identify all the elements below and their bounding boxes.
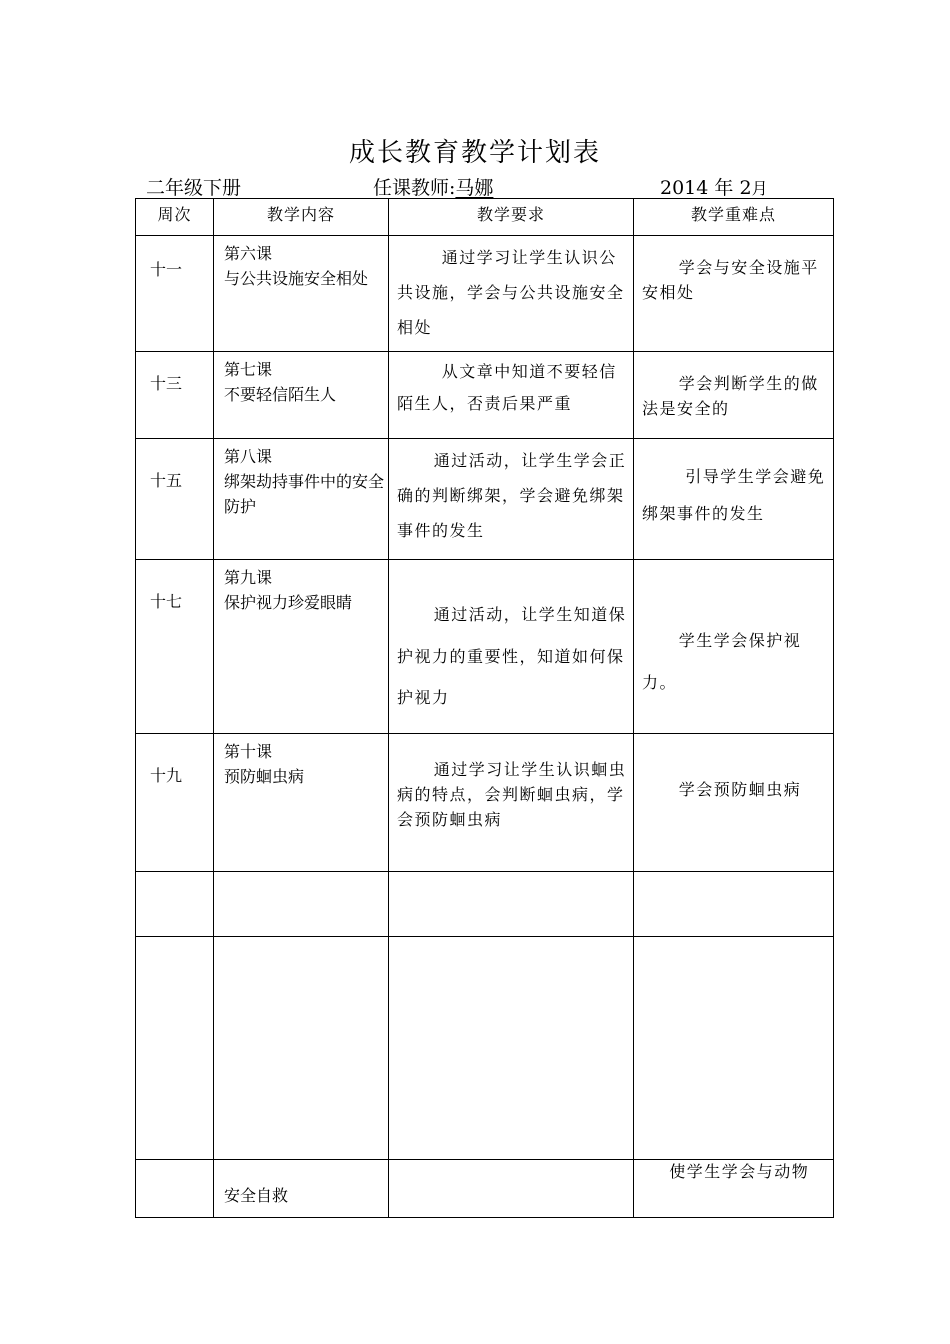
requirement-text: 通过活动，让学生知道保护视力的重要性，知道如何保护视力 [397,605,627,708]
teacher-name: 马娜 [455,177,494,199]
table-row [136,439,834,560]
key-points-cell [634,236,834,352]
table-row [136,236,834,352]
date-month: 2 [739,177,752,199]
key-points-text: 学生学会保护视力。 [642,631,802,692]
key-points-cell [634,937,834,1160]
requirement-cell [389,937,634,1160]
week-cell: 十五 [136,439,214,560]
content-cell [214,734,389,872]
table-header-row [136,199,834,236]
page-title: 成长教育教学计划表 [348,138,601,168]
content-cell [214,236,389,352]
teaching-plan-table [135,198,834,1218]
key-points-text: 学会判断学生的做法是安全的 [642,374,819,418]
lesson-number: 第七课 [224,360,273,379]
table-row [136,352,834,439]
content-cell [214,352,389,439]
lesson-number: 第六课 [224,244,273,263]
key-points-text: 引导学生学会避免绑架事件的发生 [642,467,826,523]
lesson-topic: 绑架劫持事件中的安全防护 [224,471,385,516]
key-points-cell [634,560,834,734]
week-cell: 十一 [136,236,214,352]
date-line [660,173,768,200]
requirement-text: 从文章中知道不要轻信陌生人，否责后果严重 [397,362,617,413]
column-header-key-points: 教学重难点 [634,199,834,236]
week-cell [136,1160,214,1218]
requirement-text: 通过活动，让学生学会正确的判断绑架，学会避免绑架事件的发生 [397,451,627,541]
requirement-cell [389,439,634,560]
grade-label: 二年级下册 [146,177,242,199]
requirement-cell [389,734,634,872]
lesson-number: 第十课 [224,742,273,761]
table-row [136,560,834,734]
week-cell: 十三 [136,352,214,439]
content-cell [214,560,389,734]
week-cell: 十七 [136,560,214,734]
table-row [136,1160,834,1218]
teacher-label: 任课教师: [373,177,456,199]
lesson-topic: 预防蛔虫病 [224,766,305,786]
key-points-cell [634,439,834,560]
week-cell: 十九 [136,734,214,872]
content-cell [214,1160,389,1218]
column-header-content: 教学内容 [214,199,389,236]
requirement-cell [389,1160,634,1218]
requirement-cell [389,560,634,734]
lesson-number: 第八课 [224,447,273,466]
content-cell [214,872,389,937]
date-year: 2014 [660,177,709,199]
table-row [136,937,834,1160]
requirement-cell [389,872,634,937]
key-points-text: 使学生学会与动物 [669,1162,810,1181]
column-header-week: 周次 [136,199,214,236]
requirement-text: 通过学习让学生认识公共设施，学会与公共设施安全相处 [397,248,625,338]
key-points-cell [634,872,834,937]
content-cell [214,439,389,560]
lesson-topic: 安全自救 [224,1186,289,1205]
table-row [136,872,834,937]
lesson-topic: 保护视力珍爱眼睛 [224,592,353,612]
requirement-cell [389,352,634,439]
date-month-unit: 月 [751,179,768,198]
table-row [136,734,834,872]
key-points-cell [634,352,834,439]
key-points-cell [634,1160,834,1218]
content-cell [214,937,389,1160]
teacher-line [373,173,493,200]
lesson-topic: 与公共设施安全相处 [224,268,369,288]
date-year-unit: 年 [714,177,734,199]
lesson-number: 第九课 [224,568,273,587]
week-cell [136,872,214,937]
requirement-text: 通过学习让学生认识蛔虫病的特点，会判断蛔虫病，学会预防蛔虫病 [397,760,627,829]
key-points-cell [634,734,834,872]
column-header-requirement: 教学要求 [389,199,634,236]
key-points-text: 学会预防蛔虫病 [678,780,802,799]
lesson-topic: 不要轻信陌生人 [224,384,337,404]
requirement-cell [389,236,634,352]
key-points-text: 学会与安全设施平安相处 [642,258,819,302]
week-cell [136,937,214,1160]
